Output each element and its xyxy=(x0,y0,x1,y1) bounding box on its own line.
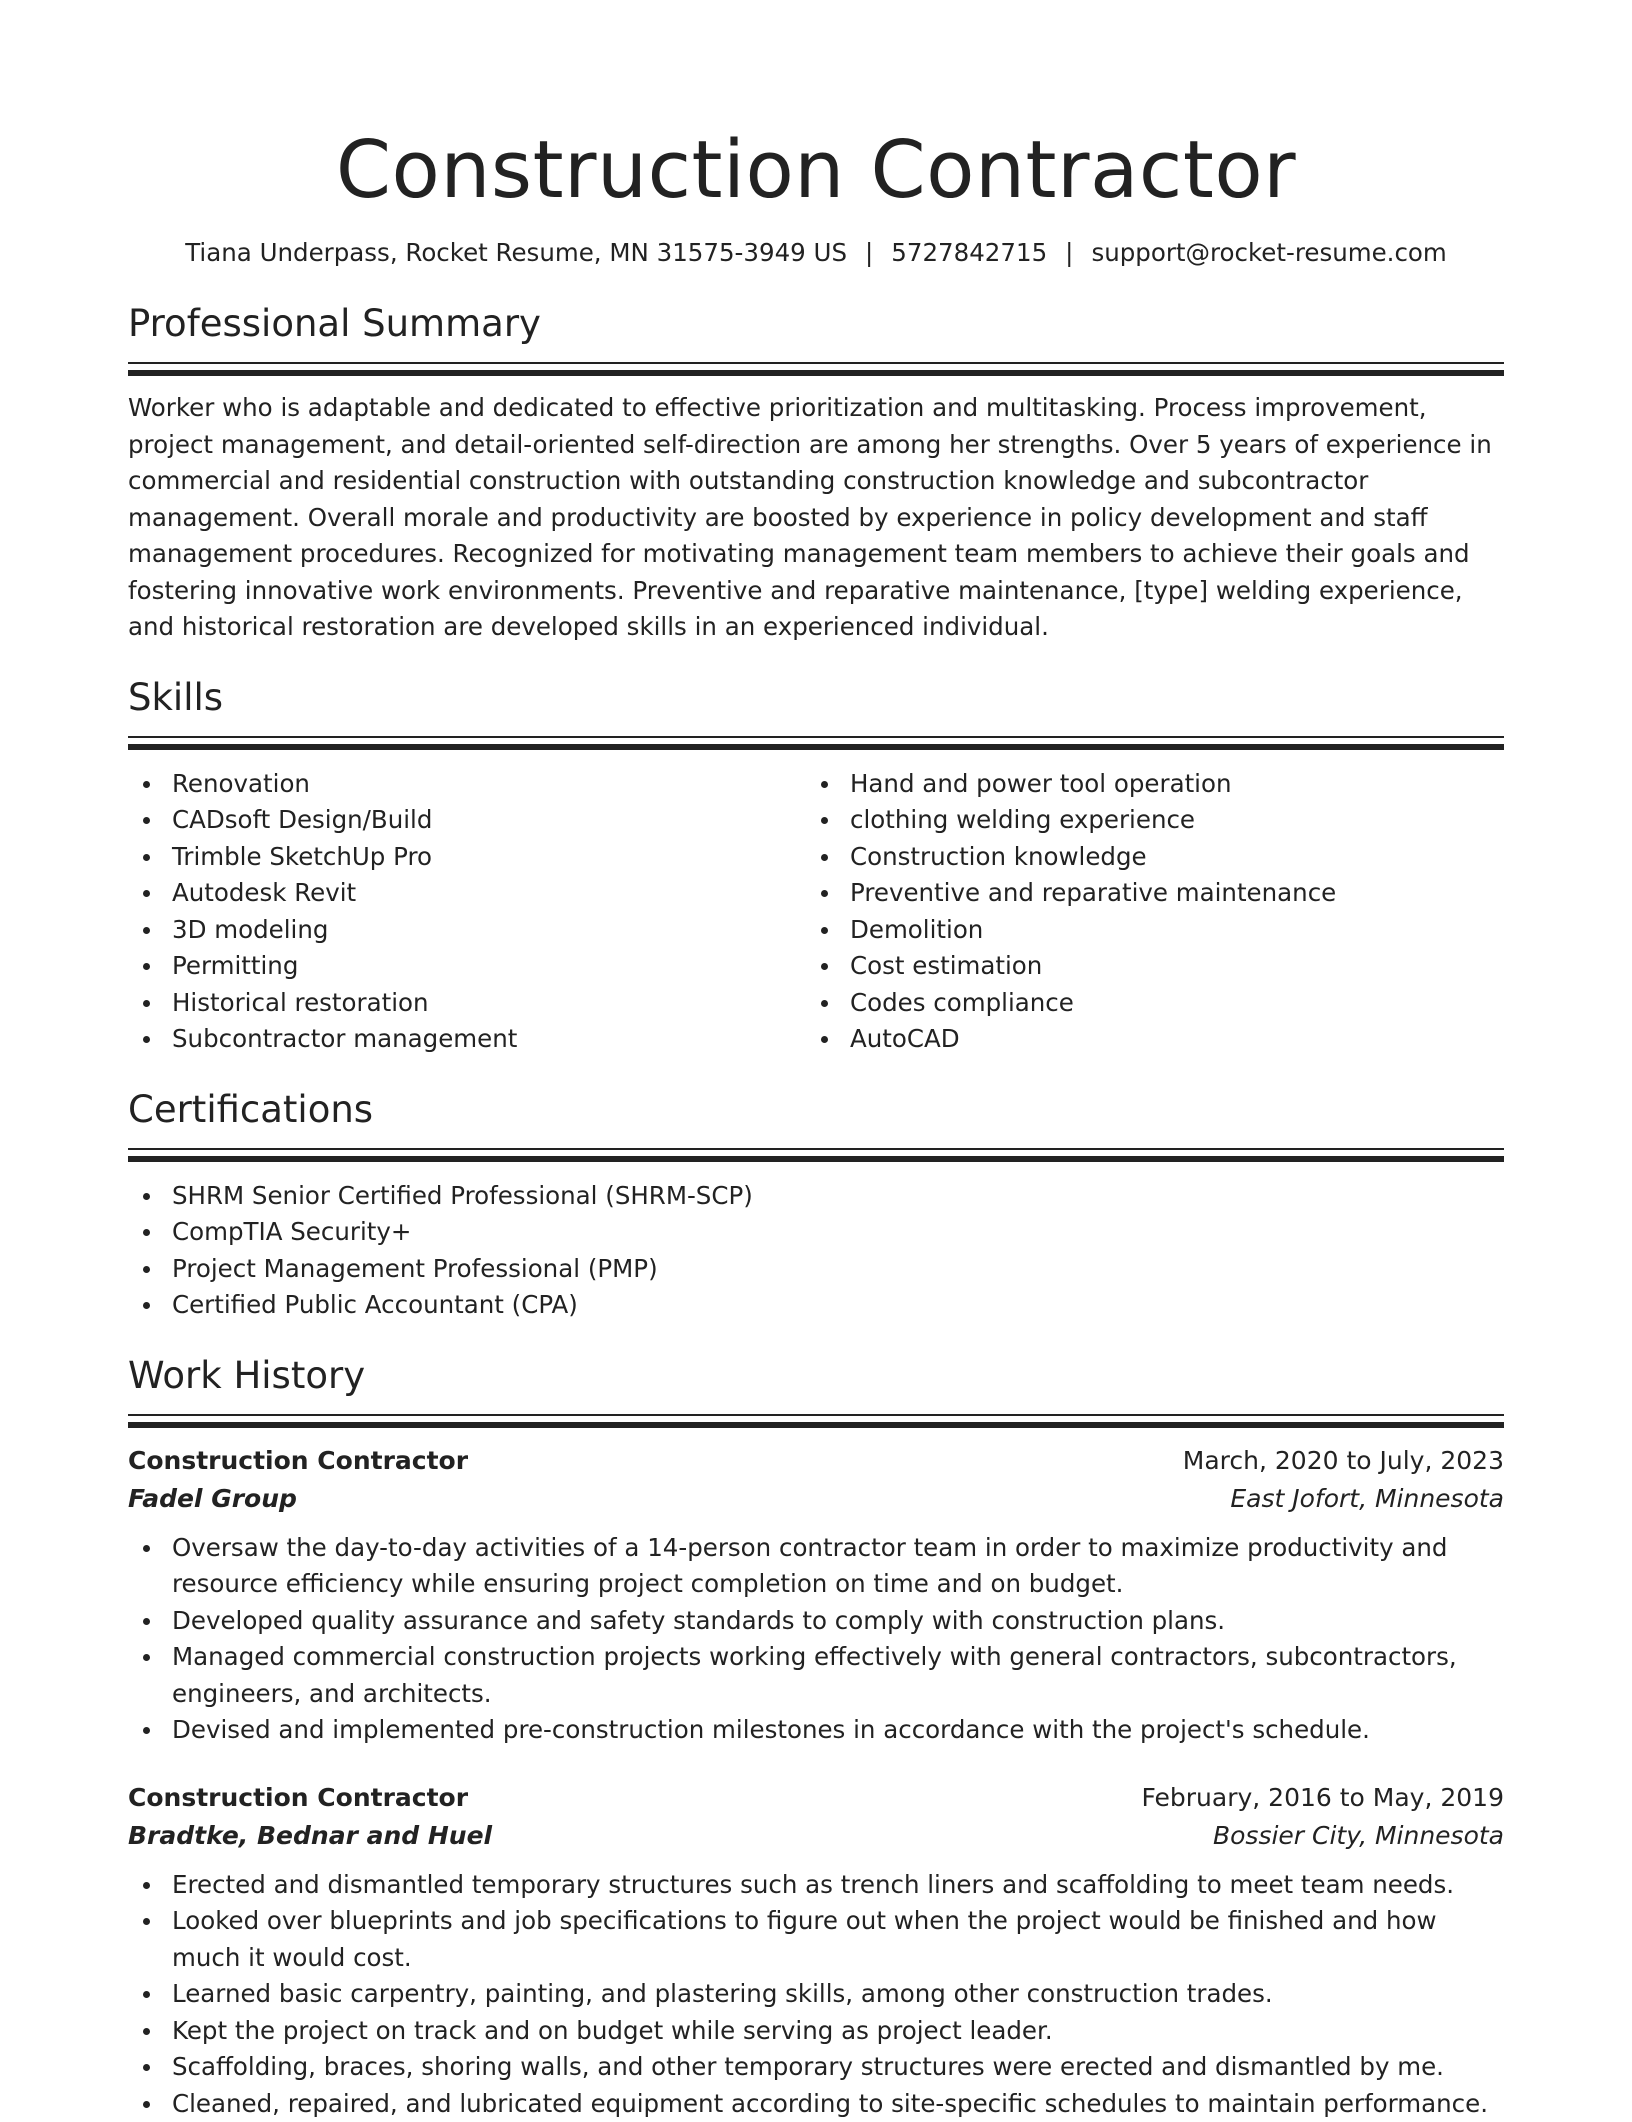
job-duties-list xyxy=(128,1530,1504,1749)
job-entry xyxy=(128,1442,1504,1749)
section-title-summary: Professional Summary xyxy=(128,300,1504,348)
job-duty-item: Oversaw the day-to-day activities of a 14-person contractor team in order to maximize productivity and resource efficiency while ensuring project completion on time and on budget. xyxy=(128,1530,1504,1603)
summary-text: Worker who is adaptable and dedicated to effective prioritization and multitasking. Process improvement, project management, and detail-oriented self-direction are among her strengths. Over 5 years of experience in commercial and residential construction with outstanding construction knowledge and subcontractor management. Overall morale and productivity are boosted by experience in policy development and staff management procedures. Recognized for motivating management team members to achieve their goals and fostering innovative work environments. Preventive and reparative maintenance, [type] welding experience, and historical restoration are developed skills in an experienced individual. xyxy=(128,390,1504,646)
skill-item: Historical restoration xyxy=(128,985,806,1022)
contact-separator: | xyxy=(865,236,873,270)
skill-item: Construction knowledge xyxy=(806,839,1484,876)
skill-item: clothing welding experience xyxy=(806,802,1484,839)
section-divider xyxy=(128,736,1504,750)
job-duty-item: Learned basic carpentry, painting, and plastering skills, among other construction trades. xyxy=(128,1976,1504,2013)
section-title-work-history: Work History xyxy=(128,1352,1504,1400)
job-dates: February, 2016 to May, 2019 xyxy=(1142,1779,1505,1817)
certification-item: CompTIA Security+ xyxy=(128,1214,1504,1251)
job-header xyxy=(128,1442,1504,1480)
summary-section xyxy=(128,300,1504,646)
skill-item: AutoCAD xyxy=(806,1021,1484,1058)
skill-item: Hand and power tool operation xyxy=(806,766,1484,803)
skills-section xyxy=(128,674,1504,1058)
skills-columns xyxy=(128,766,1504,1058)
section-divider xyxy=(128,1148,1504,1162)
job-title: Construction Contractor xyxy=(128,1442,468,1480)
skill-item: 3D modeling xyxy=(128,912,806,949)
contact-email: support@rocket-resume.com xyxy=(1091,238,1446,267)
section-title-certifications: Certifications xyxy=(128,1086,1504,1134)
job-duty-item: Looked over blueprints and job specifications to figure out when the project would be finished and how much it would cost. xyxy=(128,1903,1504,1976)
work-history-section xyxy=(128,1352,1504,2122)
contact-phone: 5727842715 xyxy=(891,238,1047,267)
job-subheader xyxy=(128,1817,1504,1855)
job-entry xyxy=(128,1779,1504,2122)
job-duty-item: Scaffolding, braces, shoring walls, and other temporary structures were erected and dismantled by me. xyxy=(128,2049,1504,2086)
job-location: Bossier City, Minnesota xyxy=(1213,1817,1504,1855)
certifications-section xyxy=(128,1086,1504,1324)
skill-item: Permitting xyxy=(128,948,806,985)
certification-item: Certified Public Accountant (CPA) xyxy=(128,1287,1504,1324)
section-title-skills: Skills xyxy=(128,674,1504,722)
contact-separator: | xyxy=(1065,236,1073,270)
job-location: East Jofort, Minnesota xyxy=(1230,1480,1504,1518)
skill-item: Subcontractor management xyxy=(128,1021,806,1058)
certifications-list xyxy=(128,1178,1504,1324)
job-company: Bradtke, Bednar and Huel xyxy=(128,1817,492,1855)
skills-list-right xyxy=(806,766,1484,1058)
job-duty-item: Cleaned, repaired, and lubricated equipment according to site-specific schedules to maintain performance. xyxy=(128,2086,1504,2122)
skill-item: Autodesk Revit xyxy=(128,875,806,912)
job-header xyxy=(128,1779,1504,1817)
contact-address: Tiana Underpass, Rocket Resume, MN 31575-3949 US xyxy=(185,238,847,267)
job-duty-item: Erected and dismantled temporary structures such as trench liners and scaffolding to meet team needs. xyxy=(128,1867,1504,1904)
skill-item: Preventive and reparative maintenance xyxy=(806,875,1484,912)
job-duty-item: Kept the project on track and on budget while serving as project leader. xyxy=(128,2013,1504,2050)
skill-item: Renovation xyxy=(128,766,806,803)
skill-item: Trimble SketchUp Pro xyxy=(128,839,806,876)
resume-page xyxy=(128,0,1504,2122)
skill-item: Demolition xyxy=(806,912,1484,949)
section-divider xyxy=(128,362,1504,376)
certification-item: Project Management Professional (PMP) xyxy=(128,1251,1504,1288)
job-title: Construction Contractor xyxy=(128,1779,468,1817)
contact-line xyxy=(128,236,1504,270)
page-title: Construction Contractor xyxy=(128,122,1504,218)
skill-item: Codes compliance xyxy=(806,985,1484,1022)
skills-list-left xyxy=(128,766,806,1058)
section-divider xyxy=(128,1414,1504,1428)
skill-item: Cost estimation xyxy=(806,948,1484,985)
skill-item: CADsoft Design/Build xyxy=(128,802,806,839)
job-duties-list xyxy=(128,1867,1504,2122)
certification-item: SHRM Senior Certified Professional (SHRM-SCP) xyxy=(128,1178,1504,1215)
job-duty-item: Managed commercial construction projects working effectively with general contractors, subcontractors, engineers, and architects. xyxy=(128,1639,1504,1712)
job-subheader xyxy=(128,1480,1504,1518)
job-duty-item: Devised and implemented pre-construction milestones in accordance with the project's schedule. xyxy=(128,1712,1504,1749)
job-company: Fadel Group xyxy=(128,1480,297,1518)
job-duty-item: Developed quality assurance and safety standards to comply with construction plans. xyxy=(128,1603,1504,1640)
job-dates: March, 2020 to July, 2023 xyxy=(1183,1442,1504,1480)
